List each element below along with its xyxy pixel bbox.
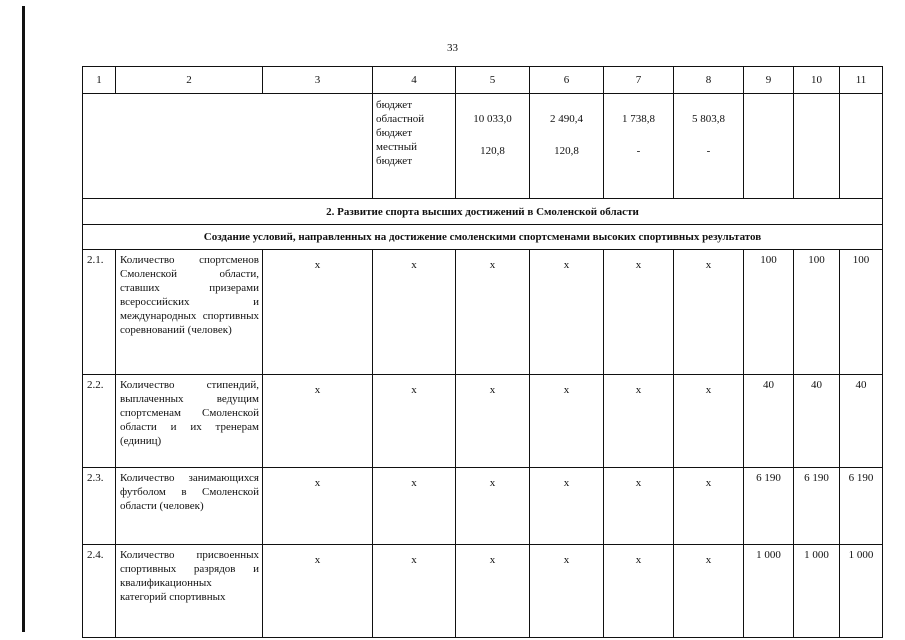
budget-value: 10 033,0 <box>473 113 512 125</box>
mark-cell: х <box>530 375 604 468</box>
mark-cell: х <box>263 375 373 468</box>
mark-cell: х <box>373 545 456 638</box>
value-col10: 1 000 <box>794 545 840 638</box>
mark-cell: х <box>674 468 744 545</box>
budget-label: бюджет <box>376 99 412 111</box>
table-row <box>83 545 883 638</box>
budget-empty-cell <box>83 94 373 199</box>
mark-cell: х <box>530 250 604 375</box>
column-header: 3 <box>263 67 373 94</box>
mark-cell: х <box>456 468 530 545</box>
table-row <box>83 375 883 468</box>
value-col11: 1 000 <box>840 545 883 638</box>
subsection-row <box>83 225 883 250</box>
table-row <box>83 468 883 545</box>
mark-cell: х <box>456 375 530 468</box>
mark-cell: х <box>530 545 604 638</box>
value-col9: 100 <box>744 250 794 375</box>
column-header: 1 <box>83 67 116 94</box>
column-header: 10 <box>794 67 840 94</box>
budget-value: - <box>706 145 711 157</box>
column-header: 8 <box>674 67 744 94</box>
column-header: 11 <box>840 67 883 94</box>
budget-label: областной <box>376 113 425 125</box>
subsection-title: Создание условий, направленных на достижение смоленскими спортсменами высоких спортивных результатов <box>83 225 883 250</box>
row-number: 2.2. <box>83 375 116 468</box>
value-col9: 6 190 <box>744 468 794 545</box>
budget-value: 120,8 <box>554 145 579 157</box>
value-col10: 100 <box>794 250 840 375</box>
budget-row <box>83 94 883 199</box>
value-col11: 100 <box>840 250 883 375</box>
mark-cell: х <box>263 468 373 545</box>
program-table <box>82 66 883 638</box>
budget-empty-cell <box>840 94 883 199</box>
column-header: 4 <box>373 67 456 94</box>
budget-label: местный <box>376 141 417 153</box>
mark-cell: х <box>530 468 604 545</box>
mark-cell: х <box>604 468 674 545</box>
budget-col7 <box>604 94 674 199</box>
indicator-text: Количество спортсменов Смоленской области, ставших призерами всероссийских и международных спортивных соревнований (человек) <box>116 250 263 375</box>
value-col10: 6 190 <box>794 468 840 545</box>
column-header: 2 <box>116 67 263 94</box>
budget-label: бюджет <box>376 127 412 139</box>
value-col10: 40 <box>794 375 840 468</box>
mark-cell: х <box>674 375 744 468</box>
indicator-text: Количество присвоенных спортивных разрядов и квалификационных категорий спортивных <box>116 545 263 638</box>
indicator-text: Количество стипендий, выплаченных ведущим спортсменам Смоленской области и их тренерам (единиц) <box>116 375 263 468</box>
indicator-text: Количество занимающихся футболом в Смоленской области (человек) <box>116 468 263 545</box>
mark-cell: х <box>373 375 456 468</box>
value-col11: 6 190 <box>840 468 883 545</box>
mark-cell: х <box>263 250 373 375</box>
budget-value: 1 738,8 <box>622 113 655 125</box>
mark-cell: х <box>263 545 373 638</box>
budget-col5 <box>456 94 530 199</box>
binding-line <box>22 6 25 632</box>
row-number: 2.3. <box>83 468 116 545</box>
section-row <box>83 199 883 225</box>
budget-col8 <box>674 94 744 199</box>
budget-label: бюджет <box>376 155 412 167</box>
column-header: 5 <box>456 67 530 94</box>
mark-cell: х <box>373 250 456 375</box>
value-col9: 40 <box>744 375 794 468</box>
budget-col6 <box>530 94 604 199</box>
column-header: 6 <box>530 67 604 94</box>
budget-source-labels <box>373 94 456 199</box>
budget-value: 2 490,4 <box>550 113 583 125</box>
mark-cell: х <box>604 545 674 638</box>
budget-empty-cell <box>794 94 840 199</box>
page-number: 33 <box>447 42 458 54</box>
budget-value: 5 803,8 <box>692 113 725 125</box>
mark-cell: х <box>604 375 674 468</box>
budget-value: - <box>636 145 641 157</box>
mark-cell: х <box>604 250 674 375</box>
mark-cell: х <box>456 545 530 638</box>
mark-cell: х <box>674 250 744 375</box>
budget-value: 120,8 <box>480 145 505 157</box>
column-header: 9 <box>744 67 794 94</box>
value-col9: 1 000 <box>744 545 794 638</box>
section-title: 2. Развитие спорта высших достижений в Смоленской области <box>83 199 883 225</box>
column-number-row <box>83 67 883 94</box>
table-row <box>83 250 883 375</box>
row-number: 2.1. <box>83 250 116 375</box>
mark-cell: х <box>456 250 530 375</box>
value-col11: 40 <box>840 375 883 468</box>
column-header: 7 <box>604 67 674 94</box>
row-number: 2.4. <box>83 545 116 638</box>
mark-cell: х <box>373 468 456 545</box>
budget-empty-cell <box>744 94 794 199</box>
mark-cell: х <box>674 545 744 638</box>
